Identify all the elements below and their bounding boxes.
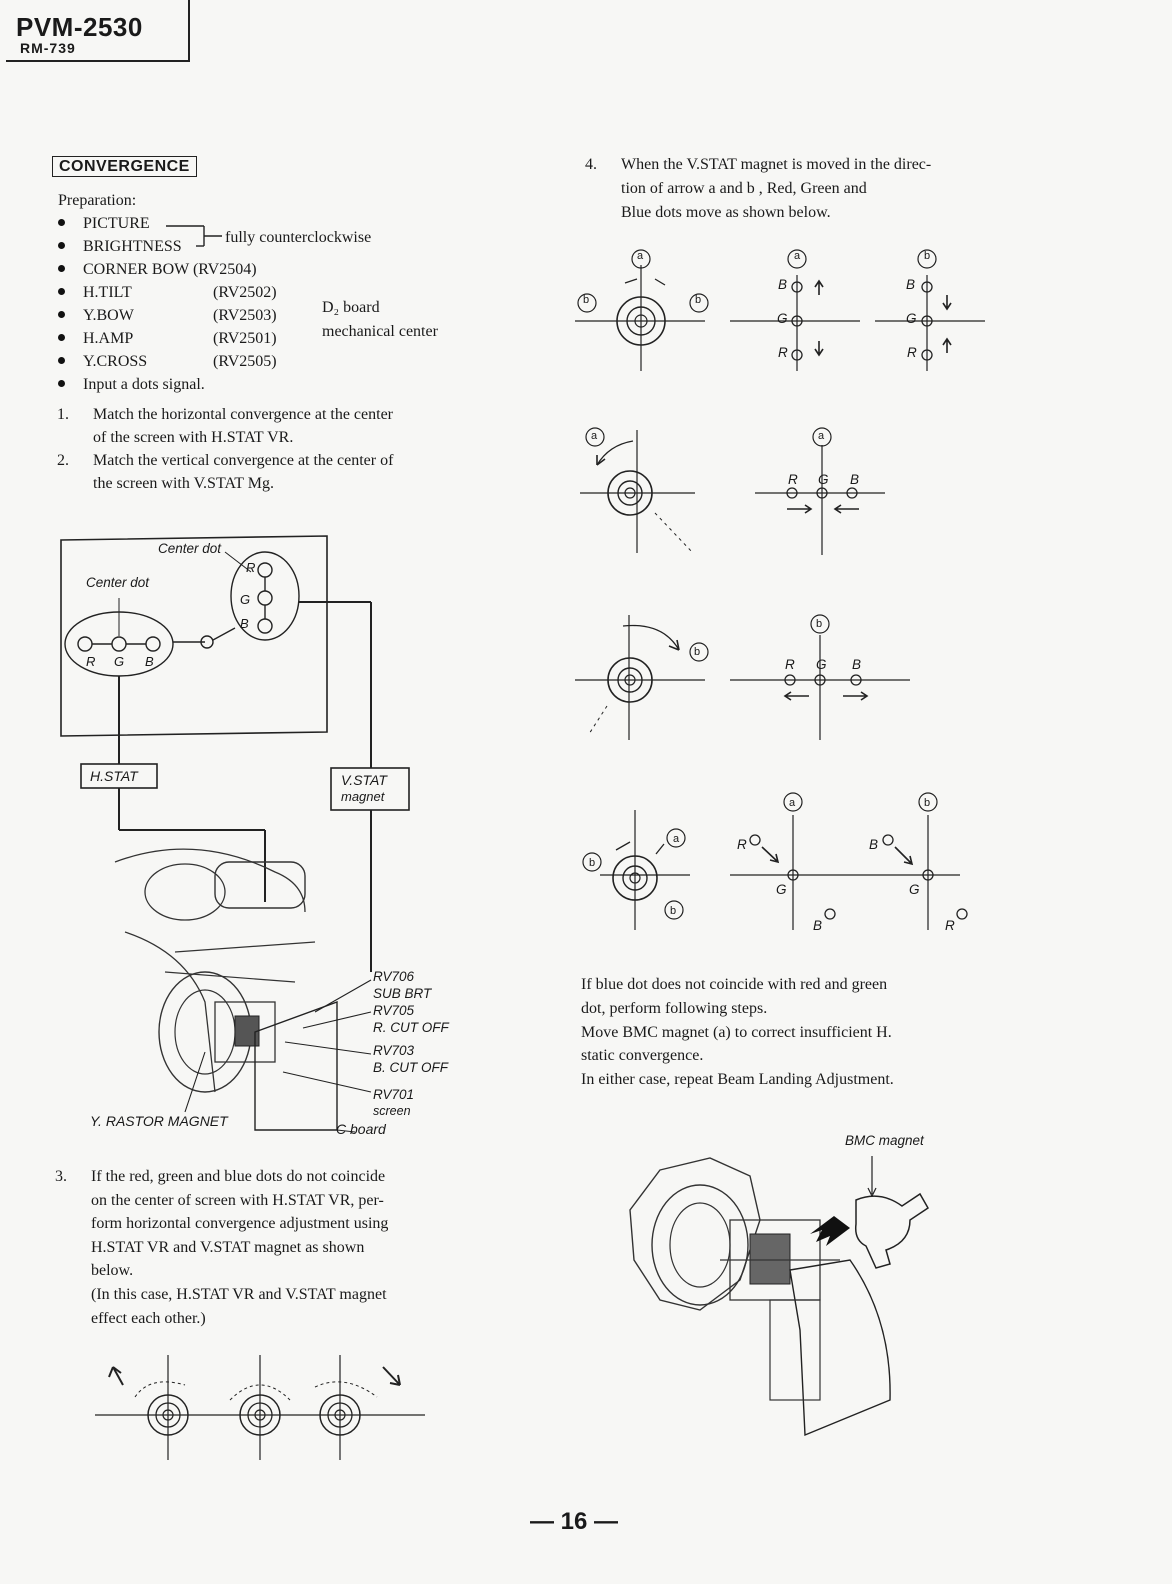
combined-rotation-diagram [580,790,980,935]
magnet-diagram-middle [230,1355,290,1460]
prep-item-ycross: Y.CROSS (RV2505) [58,350,277,373]
dots-movement-b [875,250,985,371]
vstat-label: V.STAT [341,772,387,788]
bmc-magnet-figure [620,1150,950,1450]
dot-label-g-vertical: G [240,592,251,607]
bullet-icon [58,219,65,226]
row2-g-label: G [818,472,829,487]
prep-item-brightness: BRIGHTNESS [58,235,277,258]
row4-b-label-left: b [589,857,596,869]
row2-b-label: B [850,472,860,487]
step-4: 4. When the V.STAT magnet is moved in the direc- tion of arrow a and b , Red, Green and Blue dots move as shown below. [585,156,932,221]
prep-item-input: Input a dots signal. [58,373,277,396]
rot-b-label: b [694,646,701,658]
label-sub-brt: SUB BRT [373,986,432,1001]
arrow-a-label: a [637,250,644,262]
row4-a-label: a [673,833,680,845]
label-rv701: RV701 [373,1087,415,1102]
row4-b-label-bottom: b [670,905,677,917]
vstat-magnet-icon [575,250,708,371]
bullet-icon [58,357,65,364]
dot-g-label-a: G [777,311,788,326]
magnet-diagram-left [109,1355,188,1460]
step3-magnet-diagrams [95,1345,430,1465]
dots-b-label: b [924,250,931,262]
row3-g-label: G [816,657,827,672]
hstat-rotation-b-diagram [575,610,915,745]
hstat-rotation-a-diagram [575,425,905,560]
bullet-icon [58,288,65,295]
dot-r-label-b: R [907,345,917,360]
row4-g-label-b: G [909,882,920,897]
remote-model: RM-739 [20,40,76,56]
magnet-diagram-right [315,1355,400,1460]
row2-r-label: R [788,472,798,487]
arrow-b-label-left: b [583,294,590,306]
dot-b-label-a: B [778,277,788,292]
section-title: CONVERGENCE [52,156,197,177]
step-1: 1. Match the horizontal convergence at the center of the screen with H.STAT VR. 2. Match the vertical convergence at the center of the screen with V.STAT Mg. [57,406,394,492]
dot-label-r-horizontal: R [86,654,96,669]
hstat-label: H.STAT [90,768,138,784]
row4-b-label-a: B [813,918,823,933]
y-rastor-magnet-label: Y. RASTOR MAGNET [90,1113,228,1129]
dot-g-label-b: G [906,311,917,326]
row4-a-dots-label: a [789,797,796,809]
note-fully-ccw: fully counterclockwise [225,229,372,246]
dot-label-g-horizontal: G [114,654,125,669]
prep-item-picture: PICTURE [58,212,277,235]
bullet-icon [58,265,65,272]
prep-item-hamp: H.AMP (RV2501) [58,327,277,350]
bmc-magnet-label: BMC magnet [845,1133,924,1148]
label-r-cutoff: R. CUT OFF [373,1020,449,1035]
center-dot-label-left: Center dot [86,575,150,590]
rot-b-dots-label: b [816,618,823,630]
note-d2-board: D₂ board [322,299,380,316]
label-rv705: RV705 [373,1003,415,1018]
prep-item-ybow: Y.BOW (RV2503) [58,304,277,327]
dot-r-label-a: R [778,345,788,360]
row3-b-label: B [852,657,862,672]
bullet-icon [58,334,65,341]
rot-a-dots-label: a [818,430,825,442]
closing-paragraph: If blue dot does not coincide with red and green dot, perform following steps. Move BMC magnet (a) to correct insufficient H. static convergence. In either case, repeat Beam Landing Adjustment. [581,976,894,1089]
dots-a-label: a [794,250,801,262]
dots-movement-a [730,250,860,371]
bracket-fully-ccw [160,216,230,256]
center-dot-label-top: Center dot [158,541,222,556]
step-3: 3. If the red, green and blue dots do not coincide on the center of screen with H.STAT VR, per- form horizontal convergence adjustment using H.STAT VR and V.STAT magnet as shown below. (In this case, H.STAT VR and V.STAT magnet effect each other.) [55,1168,389,1327]
page-number: — 16 — [530,1508,619,1535]
row4-r-label-b: R [945,918,955,933]
rot-a-label: a [591,430,598,442]
vstat-magnet-label: magnet [341,789,385,804]
note-mechanical-center: mechanical center [322,323,438,340]
label-rv706: RV706 [373,969,415,984]
preparation-label: Preparation: [58,192,137,209]
bullet-icon [58,380,65,387]
row4-b-dots-label: b [924,797,931,809]
header-rule-vertical [188,0,190,62]
bullet-icon [58,311,65,318]
prep-item-htilt: H.TILT (RV2502) [58,281,277,304]
prep-item-corner-bow: CORNER BOW (RV2504) [58,258,277,281]
model-number: PVM-2530 [16,12,143,42]
dot-label-r-vertical: R [246,560,256,575]
c-board-label: C board [336,1121,386,1137]
board-control-labels [373,968,449,1120]
dot-label-b-vertical: B [240,616,249,631]
row4-b-label-b: B [869,837,879,852]
row4-g-label-a: G [776,882,787,897]
header-rule [6,60,190,62]
label-b-cutoff: B. CUT OFF [373,1060,448,1075]
dot-b-label-b: B [906,277,916,292]
bullet-icon [58,242,65,249]
label-screen: screen [373,1104,411,1118]
dot-label-b-horizontal: B [145,654,154,669]
row4-r-label-a: R [737,837,747,852]
row3-r-label: R [785,657,795,672]
label-rv703: RV703 [373,1043,415,1058]
arrow-b-label-right: b [695,294,702,306]
